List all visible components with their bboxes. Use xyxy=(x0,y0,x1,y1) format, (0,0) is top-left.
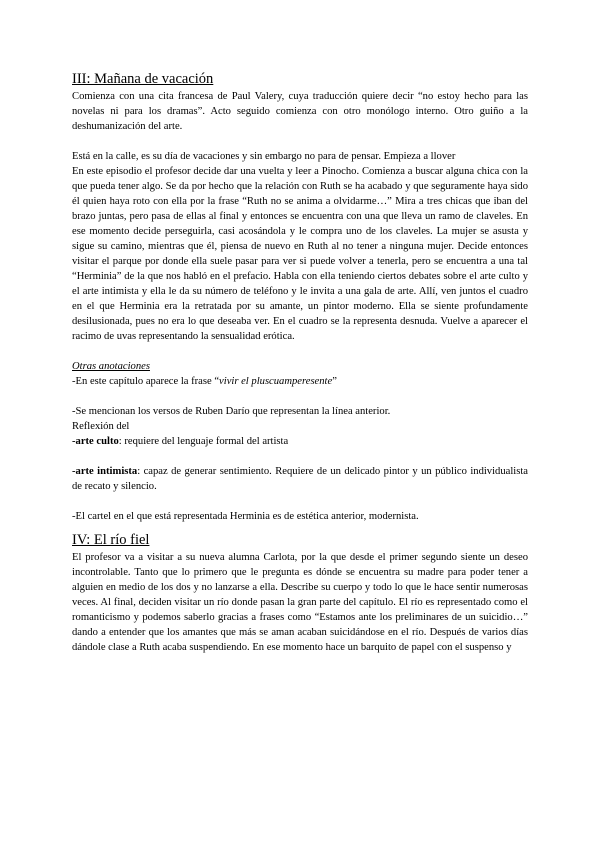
notes-heading-text: Otras anotaciones xyxy=(72,361,150,372)
note-quote-suffix: ” xyxy=(332,376,337,387)
paragraph-vacation-start: Está en la calle, es su día de vacaciones y sin embargo no para de pensar. Empieza a llover xyxy=(72,151,456,162)
note-quote-line xyxy=(72,374,528,389)
section-heading-iv: IV: El río fiel xyxy=(72,532,150,548)
note-cartel-herminia: -El cartel en el que está representada Herminia es de estética anterior, modernista. xyxy=(72,511,419,522)
definition-arte-intimista-text: : capaz de generar sentimiento. Requiere de un delicado pintor y un público individualista de recato y silencio. xyxy=(72,466,528,492)
document-body xyxy=(72,70,528,655)
definition-arte-culto-text: : requiere del lenguaje formal del artista xyxy=(118,436,289,447)
note-quote-prefix: -En este capítulo aparece la frase “ xyxy=(72,376,220,387)
note-quote-italic: vivir el pluscuamperesente xyxy=(219,376,333,387)
section-heading-iii: III: Mañana de vacación xyxy=(72,71,214,87)
definition-arte-culto xyxy=(72,434,528,449)
notes-heading xyxy=(72,359,528,374)
term-arte-intimista: -arte intimista xyxy=(72,466,138,477)
paragraph-episode-summary: En este episodio el profesor decide dar una vuelta y leer a Pinocho. Comienza a buscar alguna chica con la que pueda tener algo. Se da por hecho que la relación con Ruth se ha acabado y que seguramente haya sido él quien haya roto con ella por la frase “Ruth no se anima a olvidarme…” Mira a tres chicas que iban del brazo juntas, pero pasa de ellas al final y entonces se encuentra con una que lleva un ramo de claveles. En ese momento decide perseguirla, casi acosándola y le compra uno de los claveles. La mujer se asusta y sigue su camino, mientras que él, piensa de nuevo en Ruth al no tener a ninguna mujer. Decide entonces visitar el parque por donde ella suele pasar para ver si puede volver a tenerla, pero se encuentra a una tal “Herminia” de la que nos habló en el prefacio. Habla con ella teniendo ciertos debates sobre el arte culto y el arte intimista y ella le da su número de teléfono y le invita a una gala de arte. Allí, ven juntos el cuadro en el que Herminia era la retratada por su amante, un pintor moderno. Ella se siente profundamente desilusionada, pues no era lo que deseaba ver. En el cuadro se la representa desnuda. Vuelve a aparecer el racimo de uvas representando la sensualidad erótica. xyxy=(72,166,528,342)
definition-arte-intimista xyxy=(72,464,528,494)
paragraph-intro-iii: Comienza con una cita francesa de Paul Valery, cuya traducción quiere decir “no estoy hecho para las novelas ni para los dramas”. Acto seguido comienza con otro monólogo interno. Otro guiño a la deshumanización del arte. xyxy=(72,91,528,132)
note-ruben-dario: -Se mencionan los versos de Ruben Darío que representan la línea anterior. xyxy=(72,406,391,417)
reflection-label: Reflexión del xyxy=(72,421,130,432)
term-arte-culto: -arte culto xyxy=(72,436,119,447)
paragraph-rio-fiel: El profesor va a visitar a su nueva alumna Carlota, por la que desde el primer segundo siente un deseo incontrolable. Tanto que lo primero que le pregunta es dónde se encuentra su madre para poder tener a alguien en medio de los dos y no lanzarse a ella. Describe su cuerpo y todo lo que le hace sentir numerosas veces. Al final, deciden visitar un río donde pasan la gran parte del capítulo. El río es representado como el romanticismo y podemos saberlo gracias a frases como “Estamos ante los preliminares de un suicidio…” dando a entender que los amantes que más se aman acaban suicidándose en el río. Después de varios días dándole clase a Ruth acaba suspendiendo. En ese momento hace un barquito de papel con el suspenso y xyxy=(72,552,528,653)
